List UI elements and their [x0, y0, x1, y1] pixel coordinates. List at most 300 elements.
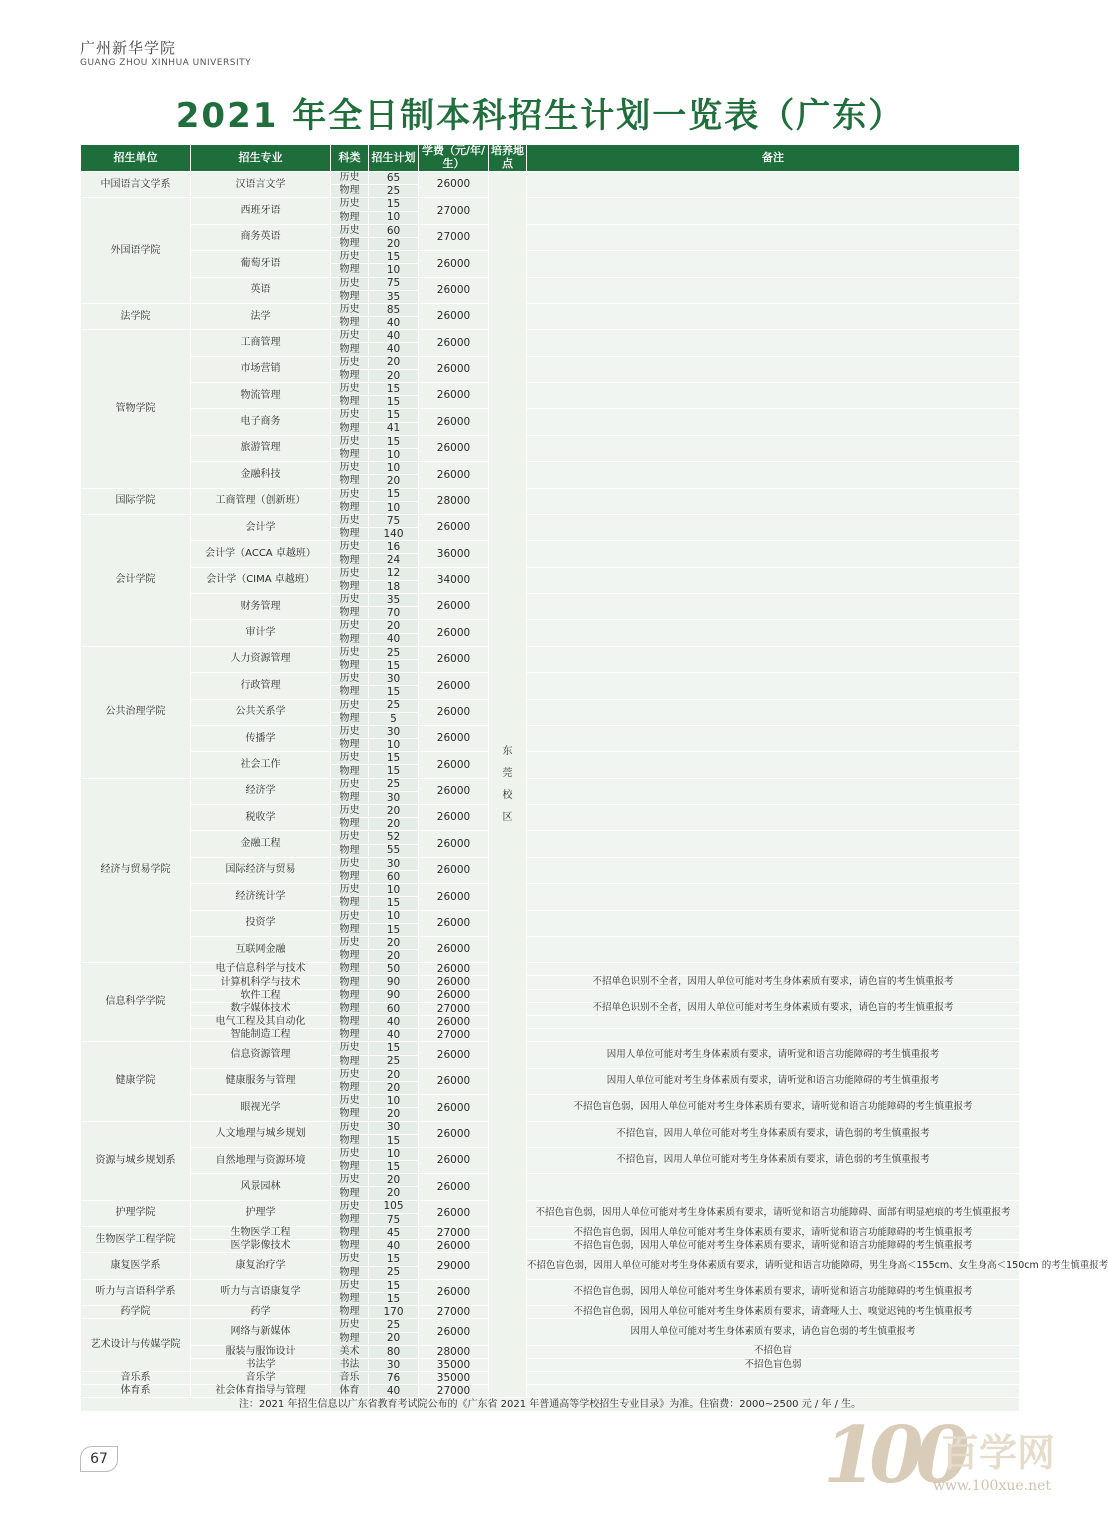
plan-cell: 10 — [369, 448, 419, 461]
major-cell: 康复治疗学 — [191, 1253, 331, 1279]
table-row — [81, 831, 1020, 844]
note-cell: 不招单色识别不全者，因用人单位可能对考生身体素质有要求，请色盲的考生慎重报考 — [527, 1002, 1020, 1015]
subject-cell: 历史 — [331, 462, 369, 475]
table-row — [81, 488, 1020, 501]
subject-cell: 历史 — [331, 409, 369, 422]
header-note: 备注 — [527, 145, 1020, 172]
major-cell: 英语 — [191, 277, 331, 303]
table-row — [81, 752, 1020, 765]
subject-cell: 历史 — [331, 172, 369, 185]
plan-cell: 10 — [369, 1095, 419, 1108]
note-cell — [527, 936, 1020, 962]
plan-cell: 75 — [369, 277, 419, 290]
plan-cell: 20 — [369, 1332, 419, 1345]
watermark-number: 100 — [823, 1410, 962, 1501]
table-row — [81, 435, 1020, 448]
note-cell — [527, 620, 1020, 646]
major-cell: 金融工程 — [191, 831, 331, 857]
unit-cell: 公共治理学院 — [81, 646, 191, 778]
campus-cell: 东 莞 校 区 — [489, 172, 527, 1398]
plan-cell: 20 — [369, 356, 419, 369]
table-row — [81, 620, 1020, 633]
plan-cell: 80 — [369, 1345, 419, 1358]
table-row — [81, 277, 1020, 290]
note-cell: 因用人单位可能对考生身体素质有要求，请色盲色弱的考生慎重报考 — [527, 1319, 1020, 1345]
table-row — [81, 1279, 1020, 1292]
plan-cell: 20 — [369, 1187, 419, 1200]
plan-cell: 15 — [369, 251, 419, 264]
major-cell: 传播学 — [191, 725, 331, 751]
unit-cell: 体育系 — [81, 1385, 191, 1398]
fee-cell: 26000 — [419, 884, 489, 910]
unit-cell: 国际学院 — [81, 488, 191, 514]
plan-cell: 15 — [369, 1292, 419, 1305]
plan-cell: 20 — [369, 1081, 419, 1094]
note-cell — [527, 435, 1020, 461]
subject-cell: 历史 — [331, 1121, 369, 1134]
fee-cell: 26000 — [419, 910, 489, 936]
subject-cell: 历史 — [331, 594, 369, 607]
table-row — [81, 356, 1020, 369]
major-cell: 电气工程及其自动化 — [191, 1016, 331, 1029]
note-cell: 不招色盲，因用人单位可能对考生身体素质有要求，请色弱的考生慎重报考 — [527, 1121, 1020, 1147]
note-cell: 不招色盲色弱，因用人单位可能对考生身体素质有要求，请听觉和语言功能障碍的考生慎重报考 — [527, 1240, 1020, 1253]
subject-cell: 物理 — [331, 989, 369, 1002]
subject-cell: 历史 — [331, 1147, 369, 1160]
table-row — [81, 673, 1020, 686]
subject-cell: 历史 — [331, 1095, 369, 1108]
subject-cell: 历史 — [331, 277, 369, 290]
subject-cell: 物理 — [331, 923, 369, 936]
plan-cell: 140 — [369, 528, 419, 541]
major-cell: 信息资源管理 — [191, 1042, 331, 1068]
table-row — [81, 1147, 1020, 1160]
plan-cell: 25 — [369, 185, 419, 198]
fee-cell: 26000 — [419, 1016, 489, 1029]
unit-cell: 资源与城乡规划系 — [81, 1121, 191, 1200]
note-cell: 不招色盲 — [527, 1345, 1020, 1358]
subject-cell: 历史 — [331, 1174, 369, 1187]
note-cell — [527, 567, 1020, 593]
subject-cell: 物理 — [331, 712, 369, 725]
plan-cell: 15 — [369, 1279, 419, 1292]
plan-cell: 15 — [369, 198, 419, 211]
subject-cell: 历史 — [331, 620, 369, 633]
major-cell: 健康服务与管理 — [191, 1068, 331, 1094]
subject-cell: 物理 — [331, 237, 369, 250]
major-cell: 数字媒体技术 — [191, 1002, 331, 1015]
plan-cell: 75 — [369, 514, 419, 527]
note-cell — [527, 673, 1020, 699]
subject-cell: 物理 — [331, 844, 369, 857]
major-cell: 听力与言语康复学 — [191, 1279, 331, 1305]
subject-cell: 历史 — [331, 383, 369, 396]
table-row — [81, 172, 1020, 185]
fee-cell: 26000 — [419, 857, 489, 883]
plan-cell: 15 — [369, 752, 419, 765]
table-row — [81, 1253, 1020, 1266]
fee-cell: 26000 — [419, 383, 489, 409]
table-row — [81, 303, 1020, 316]
fee-cell: 26000 — [419, 514, 489, 540]
fee-cell: 26000 — [419, 963, 489, 976]
subject-cell: 物理 — [331, 475, 369, 488]
note-cell: 不招单色识别不全者，因用人单位可能对考生身体素质有要求，请色盲的考生慎重报考 — [527, 976, 1020, 989]
plan-cell: 15 — [369, 488, 419, 501]
major-cell: 旅游管理 — [191, 435, 331, 461]
plan-cell: 20 — [369, 1108, 419, 1121]
subject-cell: 历史 — [331, 541, 369, 554]
subject-cell: 物理 — [331, 317, 369, 330]
table-row — [81, 383, 1020, 396]
subject-cell: 物理 — [331, 1055, 369, 1068]
fee-cell: 26000 — [419, 699, 489, 725]
fee-cell: 26000 — [419, 1042, 489, 1068]
fee-cell: 26000 — [419, 1200, 489, 1226]
plan-cell: 35 — [369, 594, 419, 607]
major-cell: 社会体育指导与管理 — [191, 1385, 331, 1398]
major-cell: 电子商务 — [191, 409, 331, 435]
plan-cell: 15 — [369, 383, 419, 396]
note-cell — [527, 752, 1020, 778]
fee-cell: 26000 — [419, 989, 489, 1002]
plan-cell: 20 — [369, 237, 419, 250]
plan-cell: 30 — [369, 1121, 419, 1134]
major-cell: 自然地理与资源环境 — [191, 1147, 331, 1173]
plan-cell: 15 — [369, 396, 419, 409]
note-cell — [527, 1029, 1020, 1042]
header-fee: 学费（元/年/生） — [419, 145, 489, 172]
major-cell: 西班牙语 — [191, 198, 331, 224]
subject-cell: 物理 — [331, 1266, 369, 1279]
plan-cell: 20 — [369, 1174, 419, 1187]
fee-cell: 27000 — [419, 198, 489, 224]
major-cell: 软件工程 — [191, 989, 331, 1002]
major-cell: 会计学（CIMA 卓越班） — [191, 567, 331, 593]
subject-cell: 物理 — [331, 1134, 369, 1147]
subject-cell: 物理 — [331, 963, 369, 976]
table-row — [81, 541, 1020, 554]
major-cell: 工商管理 — [191, 330, 331, 356]
subject-cell: 历史 — [331, 330, 369, 343]
note-cell: 不招色盲色弱，因用人单位可能对考生身体素质有要求，请听觉和语言功能障碍、面部有明显疤痕的考生慎重报考 — [527, 1200, 1020, 1226]
table-row — [81, 646, 1020, 659]
plan-cell: 55 — [369, 844, 419, 857]
subject-cell: 物理 — [331, 1306, 369, 1319]
plan-cell: 20 — [369, 950, 419, 963]
fee-cell: 26000 — [419, 172, 489, 198]
unit-cell: 药学院 — [81, 1306, 191, 1319]
note-cell — [527, 330, 1020, 356]
fee-cell: 26000 — [419, 673, 489, 699]
major-cell: 会计学（ACCA 卓越班） — [191, 541, 331, 567]
plan-cell: 30 — [369, 791, 419, 804]
subject-cell: 物理 — [331, 1108, 369, 1121]
major-cell: 经济统计学 — [191, 884, 331, 910]
subject-cell: 物理 — [331, 264, 369, 277]
plan-cell: 16 — [369, 541, 419, 554]
plan-cell: 18 — [369, 580, 419, 593]
major-cell: 人力资源管理 — [191, 646, 331, 672]
fee-cell: 27000 — [419, 1227, 489, 1240]
note-cell — [527, 1174, 1020, 1200]
unit-cell: 护理学院 — [81, 1200, 191, 1226]
table-row — [81, 910, 1020, 923]
note-cell — [527, 594, 1020, 620]
major-cell: 市场营销 — [191, 356, 331, 382]
major-cell: 眼视光学 — [191, 1095, 331, 1121]
subject-cell: 物理 — [331, 528, 369, 541]
note-cell — [527, 488, 1020, 514]
subject-cell: 历史 — [331, 1200, 369, 1213]
fee-cell: 26000 — [419, 1095, 489, 1121]
major-cell: 社会工作 — [191, 752, 331, 778]
header-plan: 招生计划 — [369, 145, 419, 172]
table-row — [81, 1174, 1020, 1187]
fee-cell: 34000 — [419, 567, 489, 593]
subject-cell: 美术 — [331, 1345, 369, 1358]
subject-cell: 物理 — [331, 765, 369, 778]
subject-cell: 历史 — [331, 224, 369, 237]
plan-cell: 10 — [369, 884, 419, 897]
subject-cell: 物理 — [331, 1240, 369, 1253]
fee-cell: 26000 — [419, 646, 489, 672]
subject-cell: 物理 — [331, 1213, 369, 1226]
table-row — [81, 567, 1020, 580]
major-cell: 工商管理（创新班） — [191, 488, 331, 514]
subject-cell: 书法 — [331, 1358, 369, 1371]
unit-cell: 外国语学院 — [81, 198, 191, 304]
subject-cell: 历史 — [331, 725, 369, 738]
fee-cell: 27000 — [419, 224, 489, 250]
subject-cell: 物理 — [331, 1161, 369, 1174]
fee-cell: 27000 — [419, 1385, 489, 1398]
fee-cell: 26000 — [419, 435, 489, 461]
subject-cell: 物理 — [331, 1081, 369, 1094]
major-cell: 行政管理 — [191, 673, 331, 699]
major-cell: 审计学 — [191, 620, 331, 646]
plan-cell: 85 — [369, 303, 419, 316]
unit-cell: 听力与言语科学系 — [81, 1279, 191, 1305]
table-row — [81, 936, 1020, 949]
unit-cell: 经济与贸易学院 — [81, 778, 191, 963]
plan-cell: 40 — [369, 1240, 419, 1253]
subject-cell: 物理 — [331, 396, 369, 409]
subject-cell: 历史 — [331, 251, 369, 264]
unit-cell: 会计学院 — [81, 514, 191, 646]
watermark-url: www.100xue.net — [933, 1478, 1052, 1494]
major-cell: 经济学 — [191, 778, 331, 804]
subject-cell: 物理 — [331, 422, 369, 435]
header-subject: 科类 — [331, 145, 369, 172]
plan-cell: 30 — [369, 857, 419, 870]
plan-cell: 15 — [369, 1161, 419, 1174]
major-cell: 医学影像技术 — [191, 1240, 331, 1253]
major-cell: 人文地理与城乡规划 — [191, 1121, 331, 1147]
subject-cell: 物理 — [331, 659, 369, 672]
subject-cell: 物理 — [331, 448, 369, 461]
fee-cell: 35000 — [419, 1372, 489, 1385]
subject-cell: 历史 — [331, 884, 369, 897]
fee-cell: 26000 — [419, 1240, 489, 1253]
plan-cell: 30 — [369, 725, 419, 738]
fee-cell: 26000 — [419, 620, 489, 646]
note-cell — [527, 963, 1020, 976]
table-row — [81, 725, 1020, 738]
fee-cell: 27000 — [419, 1002, 489, 1015]
note-cell: 不招色盲色弱，因用人单位可能对考生身体素质有要求，请听觉和语言功能障碍的考生慎重报考 — [527, 1279, 1020, 1305]
fee-cell: 26000 — [419, 1147, 489, 1173]
subject-cell: 物理 — [331, 1002, 369, 1015]
plan-cell: 25 — [369, 646, 419, 659]
fee-cell: 26000 — [419, 752, 489, 778]
admission-plan-table — [80, 144, 1108, 1412]
school-name-en: GUANG ZHOU XINHUA UNIVERSITY — [80, 58, 252, 68]
plan-cell: 20 — [369, 1068, 419, 1081]
note-cell — [527, 251, 1020, 277]
page-title: 2021 年全日制本科招生计划一览表（广东） — [175, 96, 905, 136]
plan-cell: 25 — [369, 1266, 419, 1279]
table-row — [81, 778, 1020, 791]
major-cell: 金融科技 — [191, 462, 331, 488]
table-body — [81, 171, 1108, 1398]
plan-cell: 40 — [369, 1385, 419, 1398]
major-cell: 葡萄牙语 — [191, 251, 331, 277]
plan-cell: 40 — [369, 1029, 419, 1042]
table-row — [81, 462, 1020, 475]
unit-cell: 艺术设计与传媒学院 — [81, 1319, 191, 1372]
plan-cell: 25 — [369, 1055, 419, 1068]
fee-cell: 26000 — [419, 778, 489, 804]
table-row — [81, 1200, 1020, 1213]
subject-cell: 历史 — [331, 567, 369, 580]
plan-cell: 30 — [369, 1358, 419, 1371]
fee-cell: 26000 — [419, 1121, 489, 1147]
subject-cell: 物理 — [331, 369, 369, 382]
major-cell: 法学 — [191, 303, 331, 329]
watermark-logo — [823, 1410, 1073, 1510]
fee-cell: 26000 — [419, 330, 489, 356]
subject-cell: 物理 — [331, 343, 369, 356]
fee-cell: 35000 — [419, 1358, 489, 1371]
major-cell: 汉语言文学 — [191, 172, 331, 198]
subject-cell: 历史 — [331, 1319, 369, 1332]
major-cell: 护理学 — [191, 1200, 331, 1226]
plan-cell: 65 — [369, 172, 419, 185]
plan-cell: 10 — [369, 910, 419, 923]
plan-cell: 12 — [369, 567, 419, 580]
note-cell — [527, 303, 1020, 329]
plan-cell: 15 — [369, 923, 419, 936]
subject-cell: 物理 — [331, 554, 369, 567]
subject-cell: 物理 — [331, 607, 369, 620]
subject-cell: 历史 — [331, 831, 369, 844]
plan-cell: 76 — [369, 1372, 419, 1385]
note-cell: 不招色盲色弱，因用人单位可能对考生身体素质有要求，请听觉和语言功能障碍，男生身高＜155cm、女生身高＜150cm 的考生慎重报考 — [527, 1253, 1020, 1279]
fee-cell: 26000 — [419, 277, 489, 303]
plan-cell: 25 — [369, 1319, 419, 1332]
note-cell: 因用人单位可能对考生身体素质有要求，请听觉和语言功能障碍的考生慎重报考 — [527, 1068, 1020, 1094]
plan-cell: 40 — [369, 330, 419, 343]
plan-cell: 70 — [369, 607, 419, 620]
subject-cell: 物理 — [331, 1016, 369, 1029]
plan-cell: 40 — [369, 317, 419, 330]
plan-cell: 40 — [369, 1016, 419, 1029]
subject-cell: 历史 — [331, 857, 369, 870]
subject-cell: 历史 — [331, 936, 369, 949]
note-cell — [527, 172, 1020, 198]
fee-cell: 28000 — [419, 488, 489, 514]
subject-cell: 历史 — [331, 805, 369, 818]
major-cell: 智能制造工程 — [191, 1029, 331, 1042]
subject-cell: 历史 — [331, 1068, 369, 1081]
plan-cell: 60 — [369, 224, 419, 237]
table-row — [81, 409, 1020, 422]
fee-cell: 26000 — [419, 1174, 489, 1200]
subject-cell: 物理 — [331, 950, 369, 963]
note-cell: 不招色盲色弱，因用人单位可能对考生身体素质有要求，请听觉和语言功能障碍的考生慎重报考 — [527, 1227, 1020, 1240]
note-cell: 不招色盲色弱 — [527, 1358, 1020, 1371]
fee-cell: 36000 — [419, 541, 489, 567]
subject-cell: 历史 — [331, 1253, 369, 1266]
plan-cell: 40 — [369, 633, 419, 646]
unit-cell: 管物学院 — [81, 330, 191, 488]
fee-cell: 26000 — [419, 725, 489, 751]
note-cell — [527, 725, 1020, 751]
note-cell — [527, 1385, 1020, 1398]
fee-cell: 26000 — [419, 594, 489, 620]
subject-cell: 物理 — [331, 791, 369, 804]
plan-cell: 10 — [369, 501, 419, 514]
plan-cell: 52 — [369, 831, 419, 844]
header-campus: 培养地点 — [489, 145, 527, 172]
subject-cell: 历史 — [331, 514, 369, 527]
plan-cell: 60 — [369, 870, 419, 883]
major-cell: 生物医学工程 — [191, 1227, 331, 1240]
note-cell — [527, 910, 1020, 936]
fee-cell: 26000 — [419, 1279, 489, 1305]
subject-cell: 物理 — [331, 1292, 369, 1305]
unit-cell: 康复医学系 — [81, 1253, 191, 1279]
table-row — [81, 514, 1020, 527]
plan-cell: 170 — [369, 1306, 419, 1319]
subject-cell: 历史 — [331, 752, 369, 765]
page-number: 67 — [80, 1446, 118, 1472]
table-row — [81, 1042, 1020, 1055]
note-cell — [527, 805, 1020, 831]
table-row — [81, 699, 1020, 712]
subject-cell: 历史 — [331, 1279, 369, 1292]
table-row — [81, 1068, 1020, 1081]
subject-cell: 物理 — [331, 897, 369, 910]
plan-cell: 15 — [369, 1253, 419, 1266]
unit-cell: 生物医学工程学院 — [81, 1227, 191, 1253]
note-cell — [527, 198, 1020, 224]
subject-cell: 历史 — [331, 673, 369, 686]
major-cell: 网络与新媒体 — [191, 1319, 331, 1345]
school-name-cn: 广州新华学院 — [80, 39, 177, 57]
major-cell: 音乐学 — [191, 1372, 331, 1385]
note-cell — [527, 884, 1020, 910]
subject-cell: 历史 — [331, 303, 369, 316]
note-cell — [527, 831, 1020, 857]
note-cell — [527, 778, 1020, 804]
note-cell: 因用人单位可能对考生身体素质有要求，请听觉和语言功能障碍的考生慎重报考 — [527, 1042, 1020, 1068]
subject-cell: 物理 — [331, 686, 369, 699]
note-cell — [527, 699, 1020, 725]
major-cell: 公共关系学 — [191, 699, 331, 725]
plan-cell: 40 — [369, 343, 419, 356]
